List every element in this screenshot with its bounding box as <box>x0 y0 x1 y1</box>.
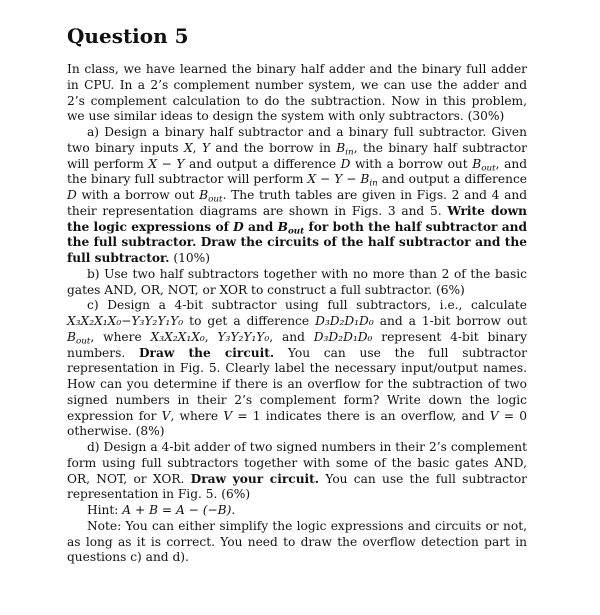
note-paragraph: Note: You can either simplify the logic expressions and circuits or not, as long as it is correct. You need to draw the overflow detection part in questions c) and d). <box>67 518 527 565</box>
part-a-bold-1: Write down the logic expressions of <box>67 203 528 234</box>
part-c-mid-8: indicates there is an overflow, and <box>260 408 490 423</box>
part-a-mid-1: and the borrow in <box>210 140 337 155</box>
part-c-lead: c) Design a 4-bit subtractor using full subtractors, i.e., calculate <box>87 298 527 313</box>
hint-label: Hint: <box>87 503 123 517</box>
minus-sign-1: − <box>157 156 177 171</box>
var-v-2: V <box>223 408 233 423</box>
hint-period: . <box>231 503 236 517</box>
var-d: D <box>340 156 351 171</box>
var-b-out-c-base: B <box>67 329 76 344</box>
hint-paragraph <box>67 503 527 519</box>
part-c-bold-1: Draw the circuit. <box>138 345 275 360</box>
var-b-in-base: B <box>336 140 346 155</box>
expression-x-minus-y: X₃X₂X₁X₀−Y₃Y₂Y₁Y₀ <box>67 314 184 328</box>
part-d-tail: You can use the full subtractor representation in Fig. 5. (6%) <box>67 471 527 502</box>
minus-sign-3: − <box>342 172 361 187</box>
var-x: X <box>183 140 193 155</box>
var-v-1: V <box>161 408 171 423</box>
var-b-in-2-base: B <box>360 172 370 187</box>
equals-one: = 1 <box>232 408 261 423</box>
document-page <box>67 22 527 566</box>
part-a-mid-4: with a borrow out <box>350 156 473 171</box>
part-d-bold-1: Draw your circuit. <box>190 471 320 486</box>
part-a-mid-3: and output a difference <box>184 156 341 171</box>
part-c-mid-7: , where <box>170 408 224 423</box>
part-c-mid-3: , where <box>90 329 151 344</box>
part-a-paragraph <box>67 125 527 267</box>
part-a-mid-2: , the binary half subtractor will perform <box>67 140 527 171</box>
var-b-in-sub: in <box>345 147 354 158</box>
minus-sign-2: − <box>316 172 335 187</box>
part-a-comma-1: , <box>192 140 202 155</box>
var-y-2: Y <box>176 156 185 171</box>
part-a-mid-8: . The truth tables are given in Figs. 2 and 4 and their representation diagrams are shown in Figs. 3 and 5. <box>67 188 528 218</box>
var-b-out-3-base: B <box>277 219 288 234</box>
var-d-3: D <box>233 219 244 234</box>
expression-d-2: D₃D₂D₁D₀ <box>313 329 373 344</box>
equals-zero: = 0 <box>498 408 528 423</box>
var-d-2: D <box>67 188 77 202</box>
var-b-out-c-sub: out <box>75 336 91 347</box>
part-a-mid-6: and output a difference <box>377 172 527 187</box>
part-a-mid-5: , and the binary full subtractor will perform <box>67 156 528 187</box>
question-title: Question 5 <box>67 24 189 48</box>
var-x-2: X <box>148 156 158 171</box>
var-b-out-sub: out <box>481 163 496 174</box>
part-c-mid-2: and a 1-bit borrow out <box>373 314 527 328</box>
part-a-tail: (10%) <box>169 251 211 265</box>
var-y-3: Y <box>334 172 343 187</box>
expression-x: X₃X₂X₁X₀ <box>150 329 205 344</box>
intro-paragraph: In class, we have learned the binary half adder and the binary full adder in CPU. In a 2’s complement number system, we can use the adder and 2’s complement calculation to do the subtraction. Now in this problem, we use similar ideas to design the system with only subtractors. (30%) <box>67 62 527 124</box>
hint-expression: A + B = A − (−B) <box>122 503 232 517</box>
var-b-out-base: B <box>472 156 482 171</box>
part-a-lead: a) Design a binary half subtractor and a binary full subtractor. Given two binary inputs <box>67 125 527 155</box>
var-y: Y <box>201 140 211 155</box>
question-body <box>67 62 527 566</box>
var-b-in-2-sub: in <box>369 178 378 189</box>
part-c-mid-1: to get a difference <box>183 314 316 328</box>
var-v-3: V <box>489 408 499 423</box>
part-a-bold-3: for both the half subtractor and the full subtractor. Draw the circuits of the half subtractor and the full subtractor. <box>67 219 528 265</box>
var-b-out-2-base: B <box>199 188 209 202</box>
var-b-out-2-sub: out <box>208 194 223 205</box>
part-a-bold-2: and <box>243 219 278 234</box>
part-c-mid-4: , and <box>269 329 314 344</box>
expression-y: Y₃Y₂Y₁Y₀ <box>217 329 270 344</box>
part-d-lead: d) Design a 4-bit adder of two signed numbers in their 2’s complement form using full subtractors together with some of the basic gates AND, OR, NOT, or XOR. <box>67 440 527 486</box>
part-a-mid-7: with a borrow out <box>76 188 200 202</box>
part-c-mid-5: represent 4-bit binary numbers. <box>67 329 528 360</box>
part-c-paragraph <box>67 298 527 440</box>
expression-d: D₃D₂D₁D₀ <box>315 314 374 328</box>
var-b-out-3-sub: out <box>287 226 305 237</box>
part-c-comma: , <box>204 329 218 344</box>
part-b-paragraph: b) Use two half subtractors together with no more than 2 of the basic gates AND, OR, NOT, or XOR to construct a full subtractor. (6%) <box>67 266 527 297</box>
part-c-mid-6: You can use the full subtractor representation in Fig. 5. Clearly label the necessary input/output names. How can you determine if there is an overflow for the subtraction of two signed numbers in their 2’s complement form? Write down the logic expression for <box>67 345 527 423</box>
var-x-3: X <box>307 172 317 187</box>
part-d-paragraph <box>67 440 527 503</box>
part-c-tail: otherwise. (8%) <box>67 424 165 439</box>
